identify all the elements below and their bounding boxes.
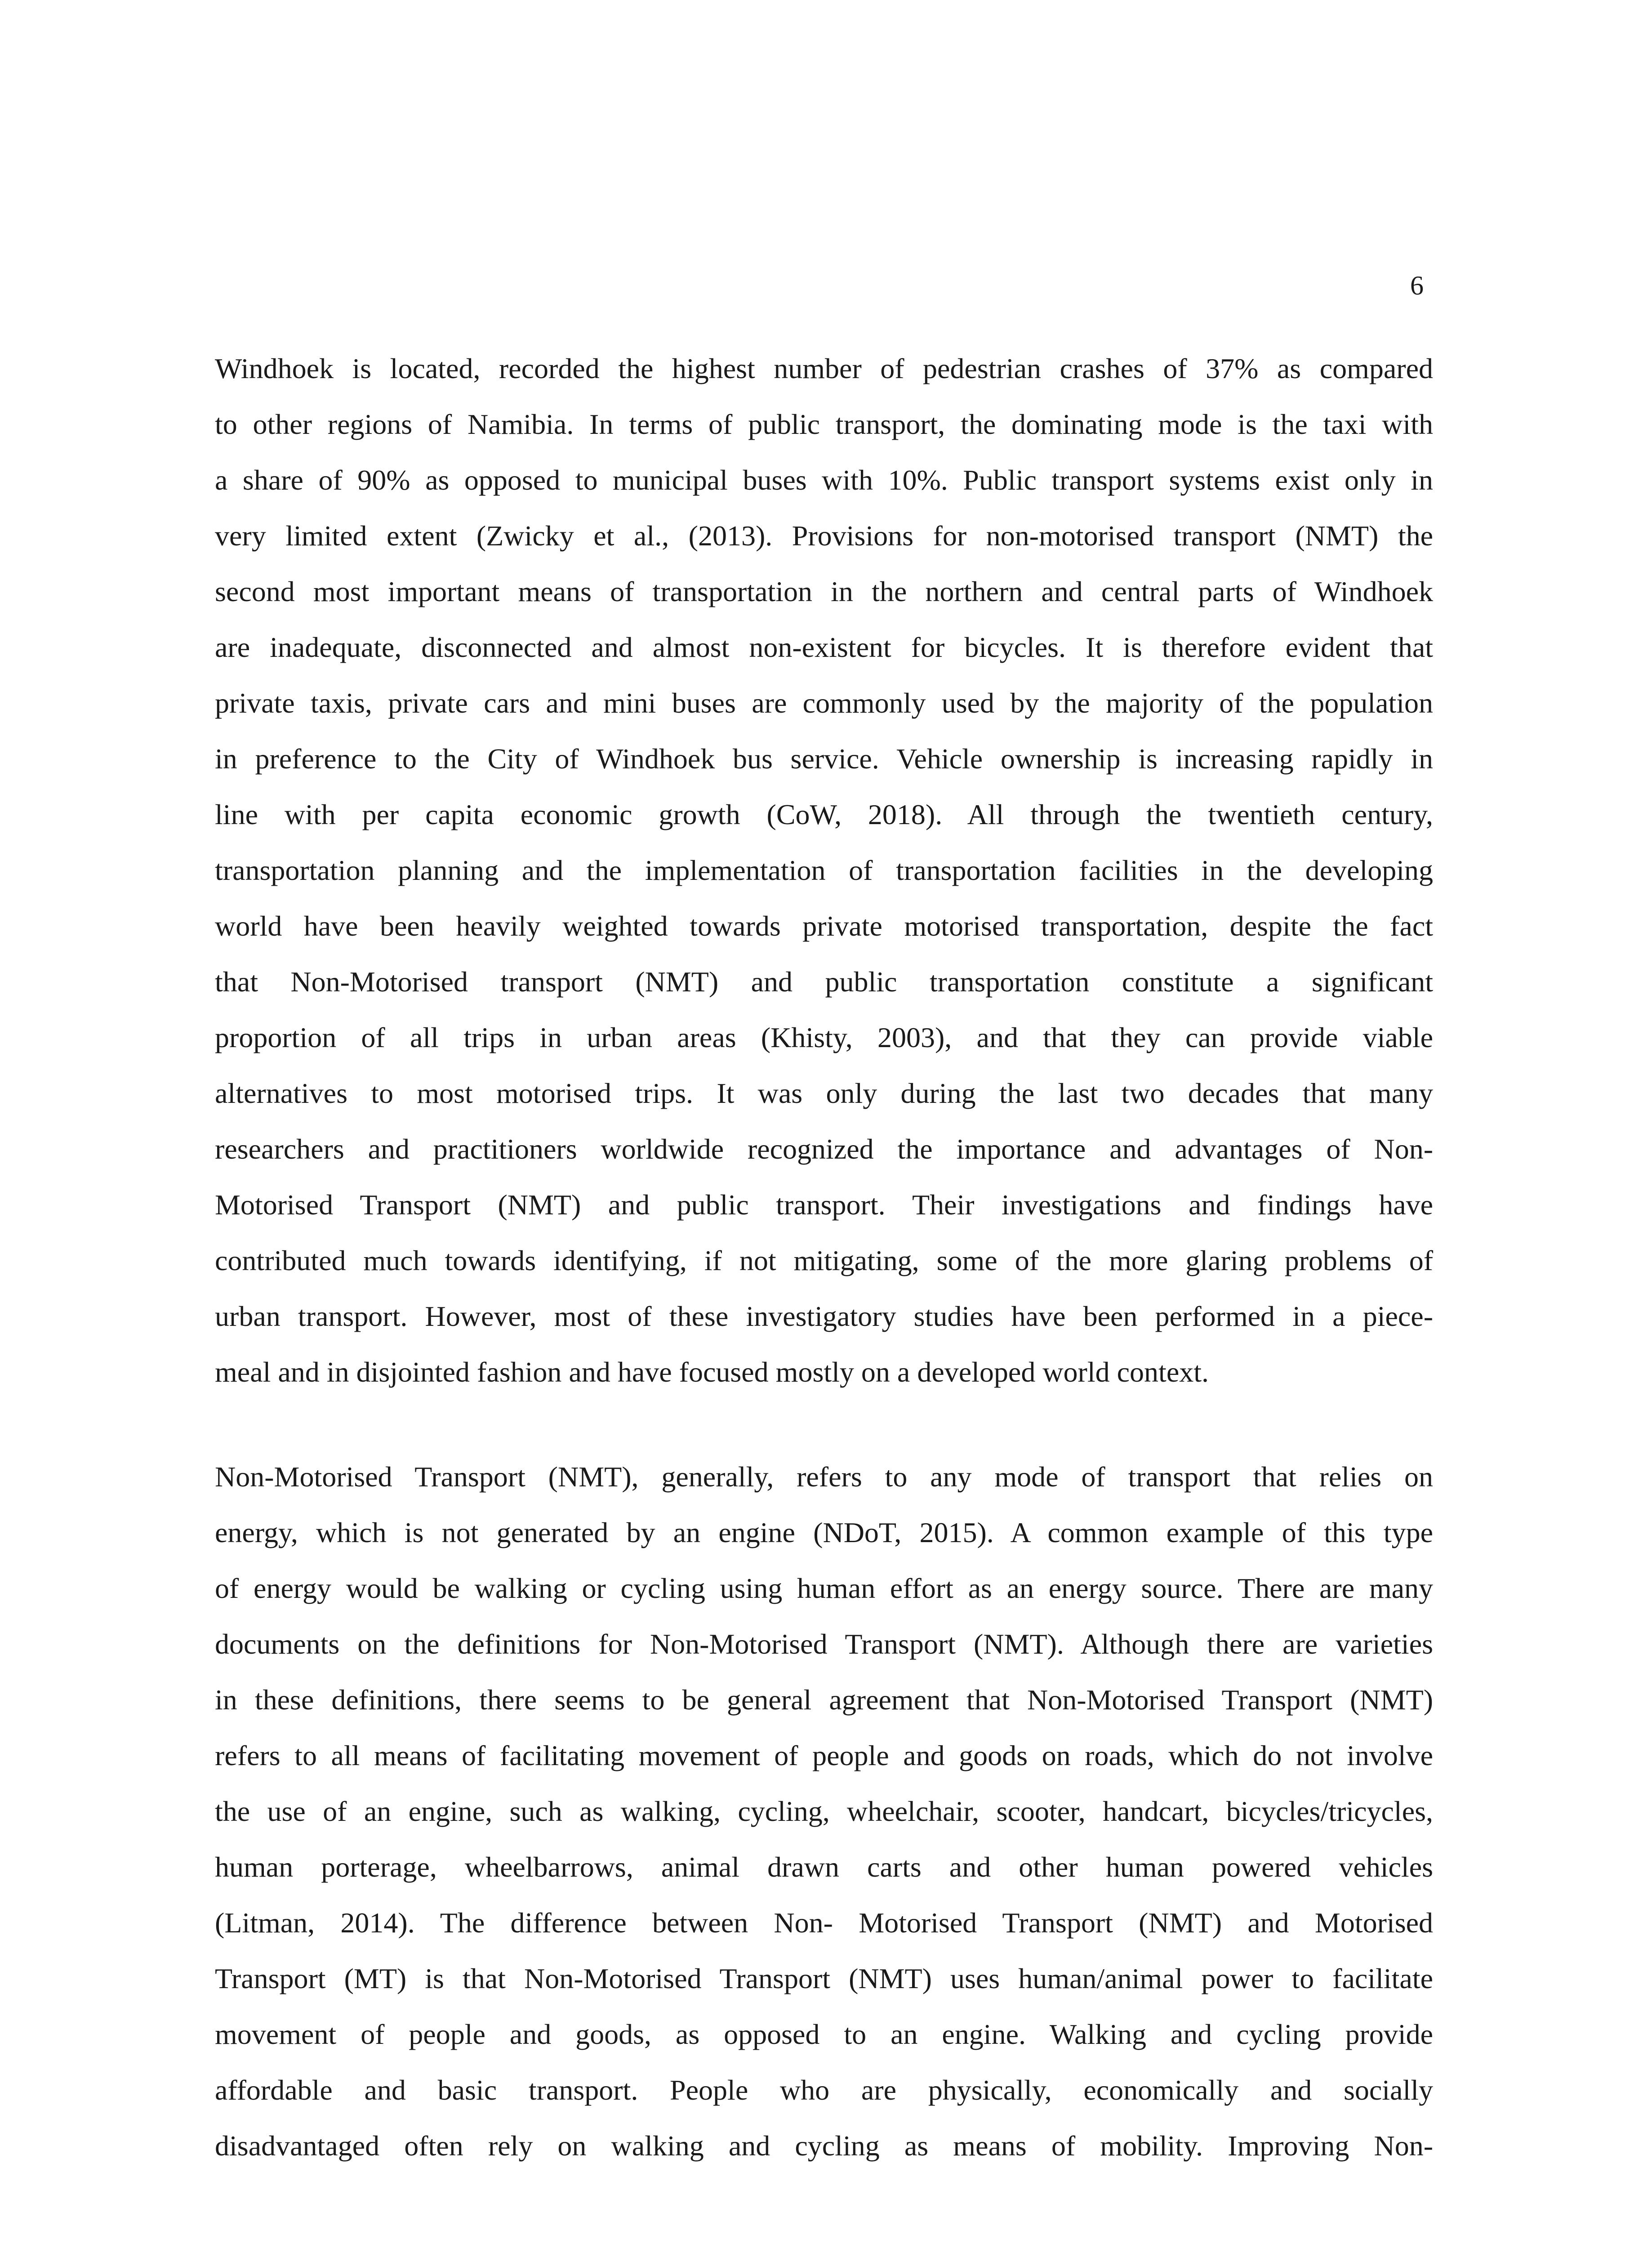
text-line: of energy would be walking or cycling using human effort as an energy source. There are many (215, 1572, 1433, 1604)
text-line: refers to all means of facilitating movement of people and goods on roads, which do not involve (215, 1740, 1433, 1771)
text-line: in these definitions, there seems to be general agreement that Non-Motorised Transport (NMT) (215, 1684, 1433, 1716)
paragraph (215, 1449, 1433, 2174)
text-line: a share of 90% as opposed to municipal buses with 10%. Public transport systems exist only in (215, 464, 1433, 496)
text-line: that Non-Motorised transport (NMT) and public transportation constitute a significant (215, 966, 1433, 998)
text-line: world have been heavily weighted towards private motorised transportation, despite the fact (215, 910, 1433, 942)
text-line: movement of people and goods, as opposed to an engine. Walking and cycling provide (215, 2018, 1433, 2050)
paragraph (215, 341, 1433, 1400)
text-line: urban transport. However, most of these investigatory studies have been performed in a piece- (215, 1300, 1433, 1332)
text-line: to other regions of Namibia. In terms of public transport, the dominating mode is the taxi with (215, 408, 1433, 440)
text-line: are inadequate, disconnected and almost non-existent for bicycles. It is therefore evident that (215, 631, 1433, 663)
text-line: disadvantaged often rely on walking and cycling as means of mobility. Improving Non- (215, 2130, 1433, 2162)
text-line: contributed much towards identifying, if not mitigating, some of the more glaring problems of (215, 1244, 1433, 1276)
text-line: the use of an engine, such as walking, cycling, wheelchair, scooter, handcart, bicycles/tricycles, (215, 1795, 1433, 1827)
text-line: (Litman, 2014). The difference between Non- Motorised Transport (NMT) and Motorised (215, 1907, 1433, 1939)
text-line: researchers and practitioners worldwide recognized the importance and advantages of Non- (215, 1133, 1433, 1165)
text-line: in preference to the City of Windhoek bus service. Vehicle ownership is increasing rapidly in (215, 743, 1433, 775)
text-line: private taxis, private cars and mini buses are commonly used by the majority of the population (215, 687, 1433, 719)
text-line: energy, which is not generated by an engine (NDoT, 2015). A common example of this type (215, 1517, 1433, 1548)
text-line: affordable and basic transport. People who are physically, economically and socially (215, 2074, 1433, 2106)
text-line: line with per capita economic growth (CoW, 2018). All through the twentieth century, (215, 798, 1433, 830)
text-line: Windhoek is located, recorded the highest number of pedestrian crashes of 37% as compared (215, 352, 1433, 384)
text-line: documents on the definitions for Non-Motorised Transport (NMT). Although there are varieties (215, 1628, 1433, 1660)
text-line: proportion of all trips in urban areas (Khisty, 2003), and that they can provide viable (215, 1021, 1433, 1053)
text-line: alternatives to most motorised trips. It was only during the last two decades that many (215, 1077, 1433, 1109)
text-line: very limited extent (Zwicky et al., (2013). Provisions for non-motorised transport (NMT) the (215, 520, 1433, 552)
text-line: Motorised Transport (NMT) and public transport. Their investigations and findings have (215, 1189, 1433, 1221)
text-line: Non-Motorised Transport (NMT), generally, refers to any mode of transport that relies on (215, 1461, 1433, 1493)
text-line: second most important means of transportation in the northern and central parts of Windhoek (215, 575, 1433, 607)
text-line: meal and in disjointed fashion and have focused mostly on a developed world context. (215, 1356, 1209, 1388)
text-line: Transport (MT) is that Non-Motorised Transport (NMT) uses human/animal power to facilitate (215, 1963, 1433, 1994)
text-line: human porterage, wheelbarrows, animal drawn carts and other human powered vehicles (215, 1851, 1433, 1883)
page-number: 6 (1410, 271, 1424, 300)
text-line: transportation planning and the implementation of transportation facilities in the developing (215, 854, 1433, 886)
